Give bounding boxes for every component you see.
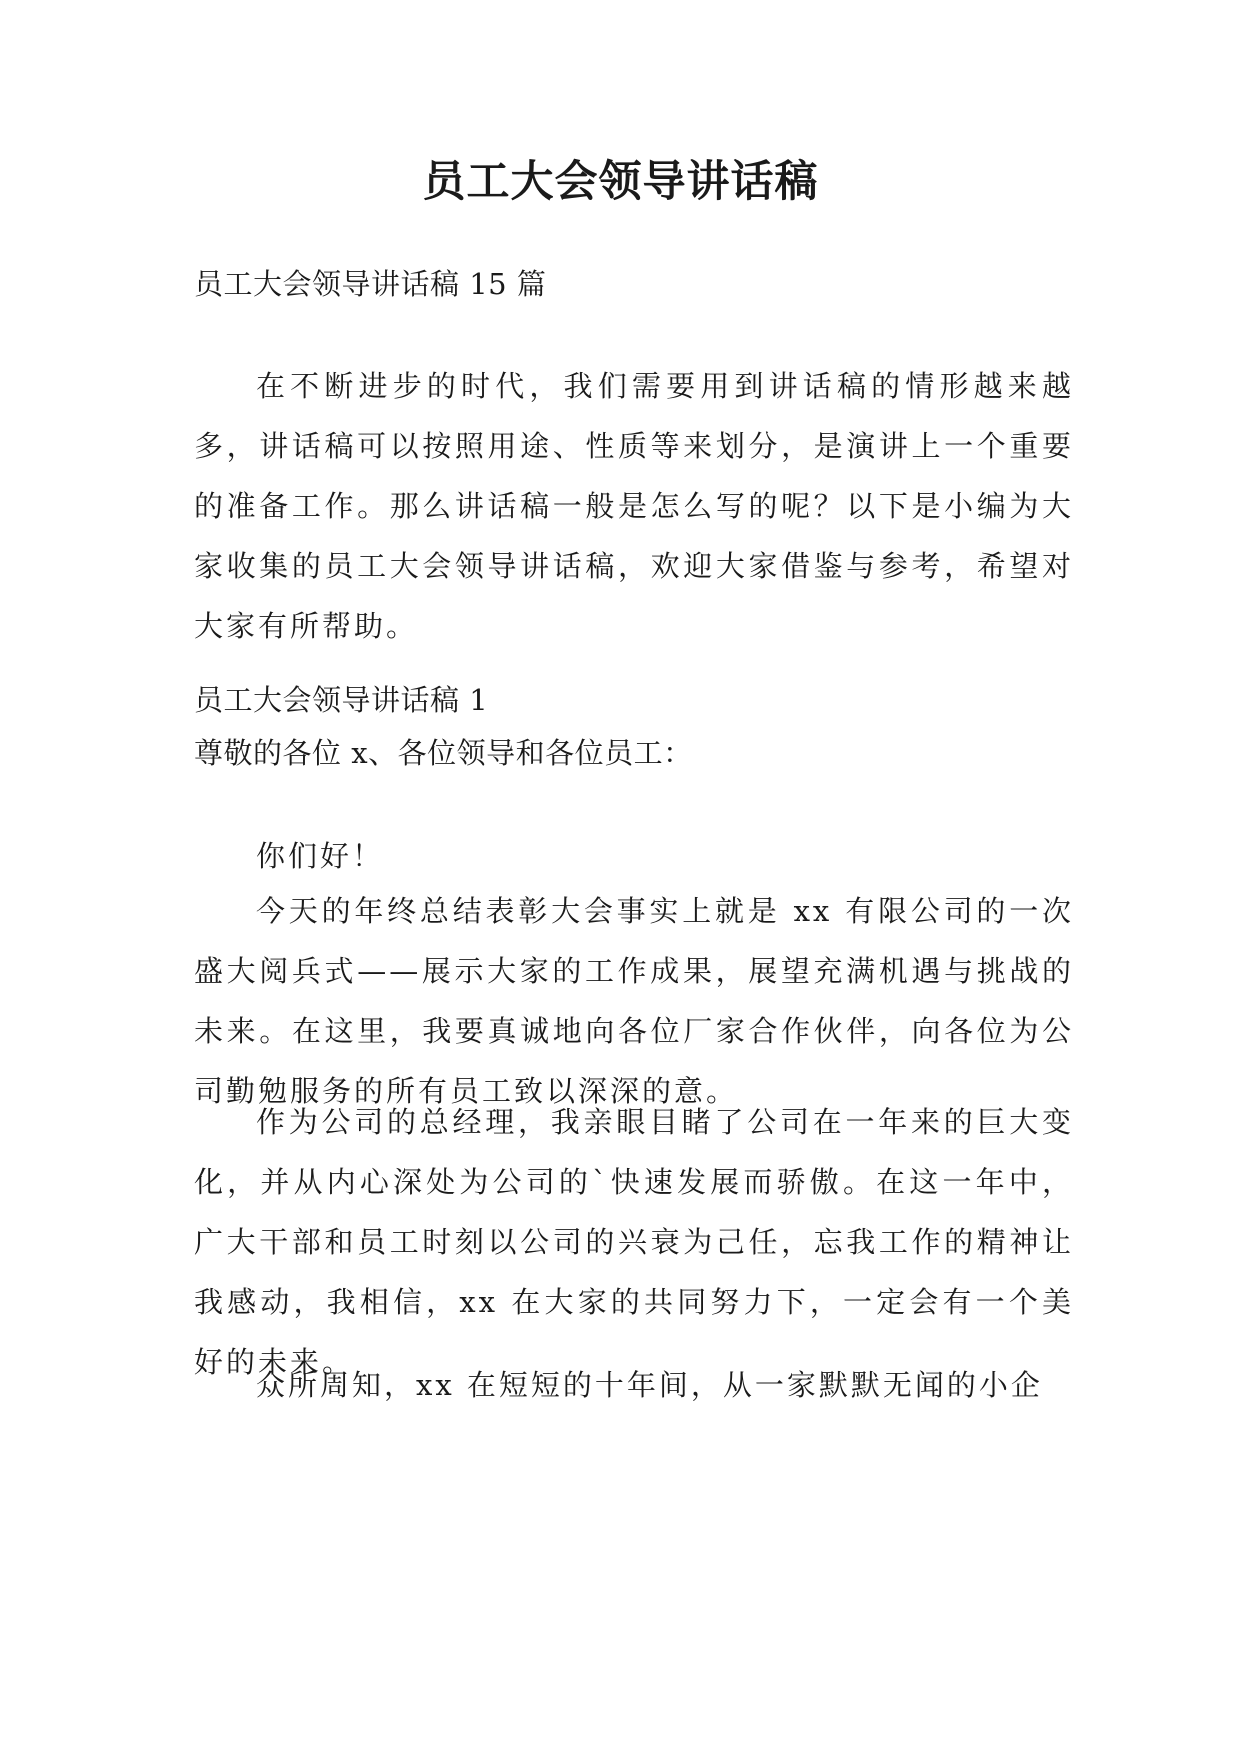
greeting: 你们好！ — [256, 839, 385, 873]
section-heading: 员工大会领导讲话稿 1 — [194, 683, 489, 717]
intro-paragraph: 在不断进步的时代，我们需要用到讲话稿的情形越来越多，讲话稿可以按照用途、性质等来划分，是演讲上一个重要的准备工作。那么讲话稿一般是怎么写的呢？以下是小编为大家收集的员工大会领导讲话稿，欢迎大家借鉴与参考，希望对大家有所帮助。 — [194, 369, 1074, 643]
body-paragraph-1: 今天的年终总结表彰大会事实上就是 xx 有限公司的一次盛大阅兵式——展示大家的工作成果，展望充满机遇与挑战的未来。在这里，我要真诚地向各位厂家合作伙伴，向各位为公司勤勉服务的所有员工致以深深的意。 — [194, 894, 1074, 1108]
document-subtitle: 员工大会领导讲话稿 15 篇 — [194, 267, 547, 301]
salutation: 尊敬的各位 x、各位领导和各位员工： — [194, 736, 693, 770]
body-paragraph-2: 作为公司的总经理，我亲眼目睹了公司在一年来的巨大变化，并从内心深处为公司的`快速发展而骄傲。在这一年中，广大干部和员工时刻以公司的兴衰为己任，忘我工作的精神让我感动，我相信，xx 在大家的共同努力下，一定会有一个美好的未来。 — [194, 1105, 1074, 1379]
body-paragraph-3: 众所周知，xx 在短短的十年间，从一家默默无闻的小企 — [256, 1368, 1043, 1402]
document-title: 员工大会领导讲话稿 — [422, 157, 819, 207]
